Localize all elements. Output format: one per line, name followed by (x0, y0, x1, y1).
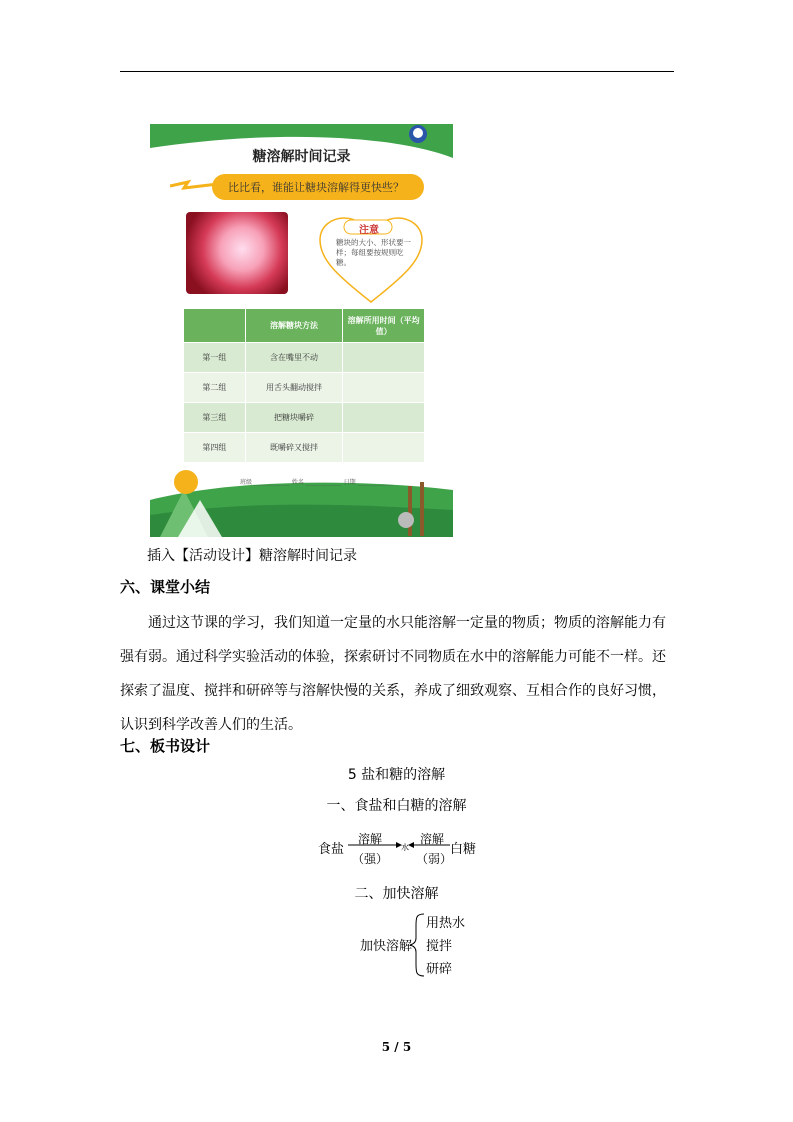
board-title: 5 盐和糖的溶解 (347, 767, 446, 783)
time-cell (343, 403, 425, 433)
time-cell (343, 373, 425, 403)
nature-scene-illustration (150, 460, 453, 537)
method-cell: 既嚼碎又搅拌 (245, 433, 343, 463)
method-cell: 含在嘴里不动 (245, 343, 343, 373)
note-title: 注意 (359, 225, 379, 236)
diagram-center-label: 水 (401, 843, 409, 852)
dissolve-time-table (183, 308, 425, 463)
method-cell: 用舌头翻动搅拌 (245, 373, 343, 403)
group-cell: 第二组 (184, 373, 246, 403)
table-header-method: 溶解糖块方法 (245, 309, 343, 343)
table-row (184, 373, 425, 403)
brace-icon (408, 912, 428, 978)
activity-card-image (150, 124, 453, 537)
card-title: 糖溶解时间记录 (252, 149, 351, 165)
table-row (184, 403, 425, 433)
time-cell (343, 433, 425, 463)
method-cell: 把糖块嚼碎 (245, 403, 343, 433)
diagram-right-label: 白糖 (450, 842, 477, 857)
table-row (184, 343, 425, 373)
diagram-left-label: 食盐 (318, 842, 345, 857)
prompt-bubble-text: 比比看，谁能让糖块溶解得更快些？ (228, 181, 404, 194)
diagram-arrow-right-top: 溶解 (420, 832, 445, 846)
section6-heading: 六、课堂小结 (120, 578, 211, 596)
diagram-arrow-left-bottom: （强） (352, 852, 389, 866)
speed-up-item: 用热水 (426, 916, 466, 931)
table-header-time: 溶解所用时间（平均值） (343, 309, 425, 343)
board-part1: 一、食盐和白糖的溶解 (326, 798, 467, 814)
section7-heading: 七、板书设计 (120, 737, 211, 755)
group-cell: 第一组 (184, 343, 246, 373)
board-part2: 二、加快溶解 (354, 886, 439, 902)
table-header-blank (184, 309, 246, 343)
candy-bowl-photo (186, 212, 288, 294)
sign-line: 班级 ____________ 姓名 ____________ 日期 ____________ (240, 479, 394, 486)
diagram-arrows (346, 840, 452, 850)
diagram-arrow-right-bottom: （弱） (416, 852, 453, 866)
image-caption: 插入【活动设计】糖溶解时间记录 (147, 548, 357, 564)
group-cell: 第四组 (184, 433, 246, 463)
note-text: 糖块的大小、形状要一样；每组要按规则吃糖。 (336, 238, 411, 267)
speed-up-item: 研碎 (426, 962, 453, 977)
table-row (184, 433, 425, 463)
diagram-arrow-left-top: 溶解 (358, 832, 383, 846)
group-cell: 第三组 (184, 403, 246, 433)
header-rule (120, 71, 674, 72)
speed-up-item: 搅拌 (426, 939, 453, 954)
page-number: 5 / 5 (381, 1040, 412, 1054)
section6-paragraph: 通过这节课的学习，我们知道一定量的水只能溶解一定量的物质；物质的溶解能力有强有弱。通过科学实验活动的体验，探索研讨不同物质在水中的溶解能力可能不一样。还探索了温度、搅拌和研碎等与溶解快慢的关系，养成了细致观察、互相合作的良好习惯，认识到科学改善人们的生活。 (120, 615, 666, 733)
time-cell (343, 343, 425, 373)
speed-up-label: 加快溶解 (360, 939, 413, 954)
